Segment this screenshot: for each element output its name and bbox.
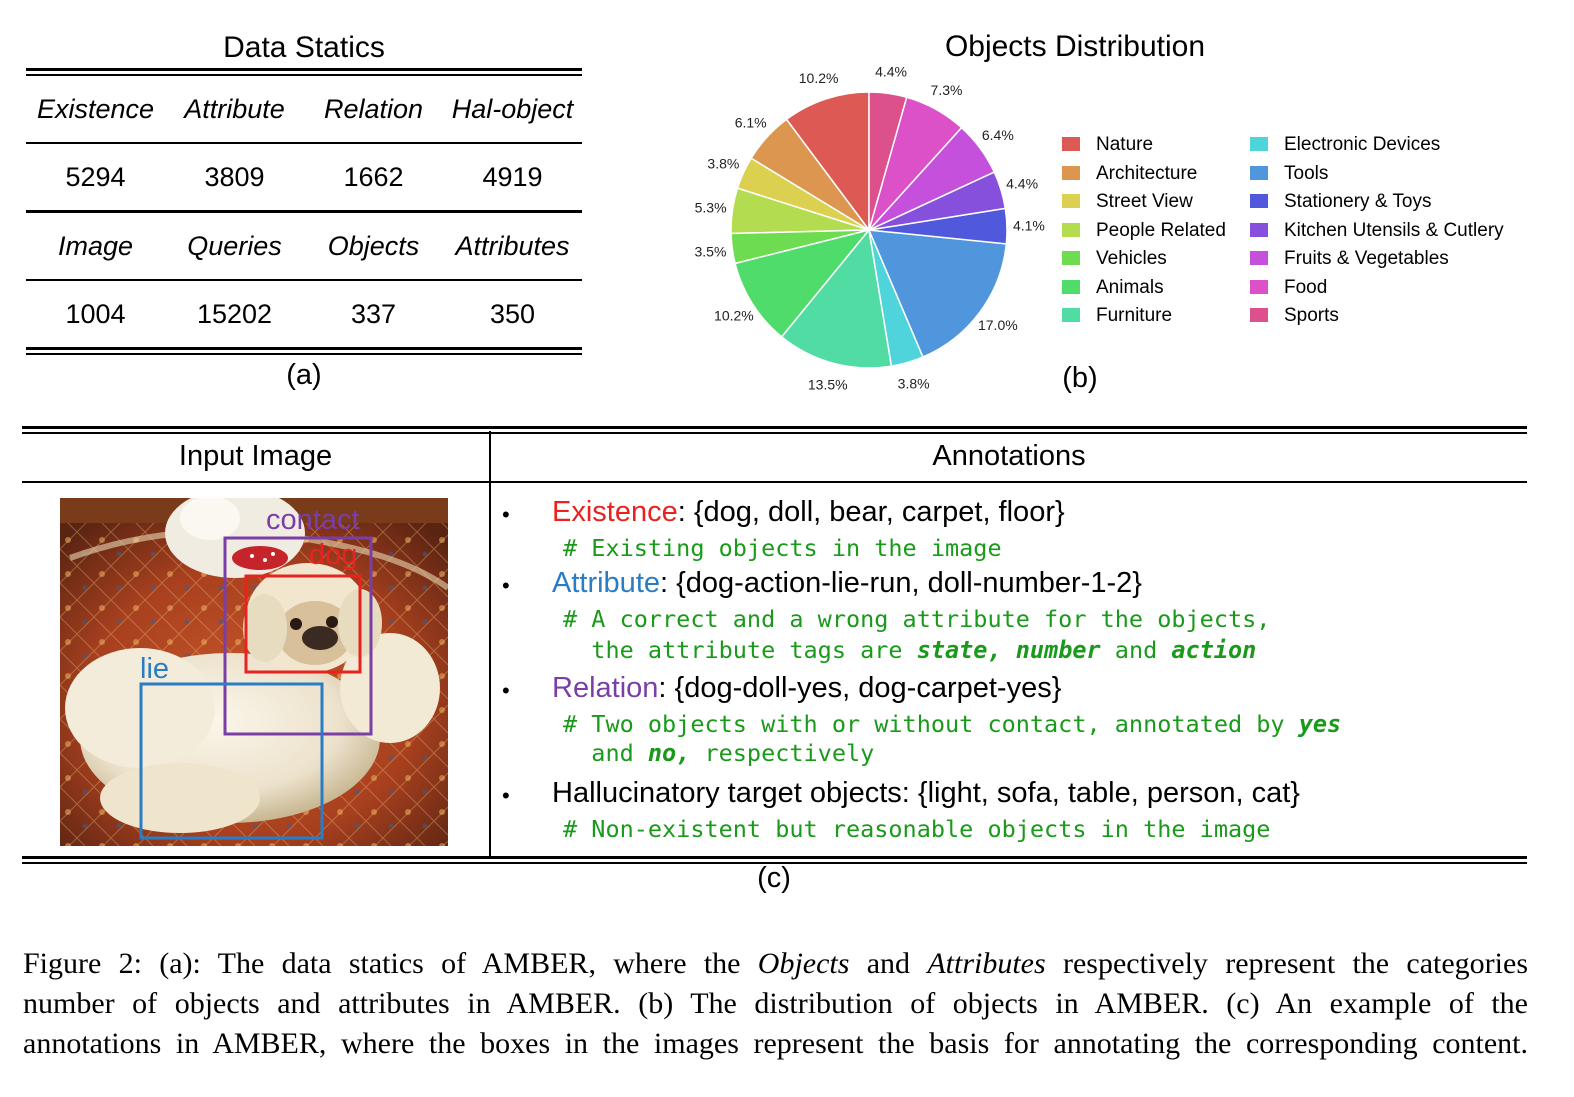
caption-italic: Objects	[757, 947, 850, 980]
legend-swatch	[1062, 308, 1080, 322]
caption-line-2: number of objects and attributes in AMBER. (b) The distribution of objects in AMBER. (c) An example of the	[23, 987, 1528, 1020]
relation-value: : {dog-doll-yes, dog-carpet-yes}	[658, 672, 1062, 704]
legend-swatch	[1250, 308, 1268, 322]
legend-label: Architecture	[1096, 162, 1198, 184]
caption-text: Figure 2: (a): The data statics of AMBER, where the	[23, 947, 758, 980]
legend-label: Fruits & Vegetables	[1284, 248, 1449, 269]
value-cell: 3809	[204, 161, 265, 192]
tag-yes: yes	[1298, 710, 1342, 738]
legend-item	[1062, 163, 1197, 185]
legend-swatch	[1250, 194, 1268, 208]
comment-text: and	[563, 739, 648, 767]
top-rule	[22, 426, 1527, 434]
bullet: •	[502, 573, 510, 598]
column-header-annotations: Annotations	[932, 440, 1086, 472]
top-rule	[26, 68, 582, 76]
dog-photo-illustration	[60, 498, 448, 846]
comment-text	[1002, 636, 1016, 664]
legend-swatch	[1062, 166, 1080, 180]
existence-line	[552, 496, 1065, 529]
legend-item	[1250, 248, 1449, 270]
pie-chart	[660, 60, 1060, 400]
comment-text: the attribute tags are	[563, 636, 917, 664]
header-row-1	[26, 76, 582, 142]
legend-item	[1062, 248, 1167, 270]
caption-line-3: annotations in AMBER, where the boxes in the images represent the basis for annotating the corresponding content.	[23, 1027, 1528, 1060]
value-cell: 4919	[482, 161, 543, 192]
attribute-comment-2	[563, 636, 1256, 664]
column-header-input-image: Input Image	[178, 440, 333, 472]
legend-label: Furniture	[1096, 305, 1173, 326]
tag-no: no,	[647, 739, 691, 767]
relation-comment-1	[563, 710, 1341, 738]
pie-slice-label: 4.4%	[875, 63, 908, 80]
legend-item	[1250, 163, 1328, 185]
legend-item	[1062, 134, 1153, 156]
legend-item	[1250, 134, 1440, 156]
input-image	[60, 498, 448, 846]
box-label-lie: lie	[140, 653, 170, 685]
relation-key: Relation	[552, 672, 659, 704]
value-cell: 5294	[65, 161, 126, 192]
value-cell: 1004	[65, 298, 126, 329]
existence-value: : {dog, doll, bear, carpet, floor}	[677, 496, 1065, 528]
caption-text: respectively represent the categories	[1045, 947, 1528, 980]
header-cell: Hal-object	[451, 93, 574, 124]
legend-item	[1250, 305, 1339, 327]
legend-swatch	[1062, 280, 1080, 294]
legend-label: Electronic Devices	[1284, 134, 1441, 155]
legend-swatch	[1250, 280, 1268, 294]
hallucination-comment: # Non-existent but reasonable objects in the image	[563, 815, 1271, 843]
header-cell: Queries	[187, 230, 282, 261]
pie-slice-label: 5.3%	[694, 199, 727, 216]
subfigure-label-c: (c)	[757, 862, 791, 894]
comment-text: respectively	[690, 739, 875, 767]
existence-comment: # Existing objects in the image	[563, 534, 1002, 562]
comment-text: and	[1100, 636, 1172, 664]
relation-comment-2	[563, 739, 874, 767]
legend-item	[1062, 305, 1172, 327]
pie-slice-label: 13.5%	[807, 376, 848, 393]
pie-slice-label: 4.4%	[1006, 175, 1039, 192]
legend-swatch	[1062, 251, 1080, 265]
subfigure-label-a: (a)	[286, 359, 322, 391]
data-statics-table	[26, 28, 582, 392]
attribute-comment-1: # A correct and a wrong attribute for the objects,	[563, 605, 1271, 633]
legend-label: Vehicles	[1096, 248, 1167, 269]
caption-italic: Attributes	[927, 947, 1046, 980]
legend-label: Sports	[1284, 305, 1339, 326]
legend-label: People Related	[1096, 219, 1226, 241]
header-cell: Existence	[36, 93, 155, 124]
attribute-key: Attribute	[552, 567, 660, 599]
bullet: •	[502, 502, 510, 527]
pie-slice-label: 3.5%	[694, 243, 727, 260]
pie-legend	[1062, 134, 1532, 334]
pie-slice-label: 3.8%	[897, 375, 930, 392]
header-cell: Attribute	[184, 93, 285, 124]
bullet: •	[502, 678, 510, 703]
table-title: Data Statics	[223, 31, 385, 64]
legend-item	[1062, 277, 1164, 299]
pie-slice-label: 10.2%	[798, 70, 839, 87]
legend-item	[1062, 220, 1226, 242]
attribute-line	[552, 567, 1142, 600]
header-row-2	[26, 213, 582, 279]
legend-item	[1250, 191, 1432, 213]
tag-state: state,	[916, 636, 1002, 664]
column-divider	[489, 431, 491, 859]
value-cell: 1662	[343, 161, 404, 192]
value-cell: 350	[489, 298, 536, 329]
value-cell: 337	[350, 298, 397, 329]
pie-chart-title: Objects Distribution	[944, 30, 1206, 63]
annotation-table	[22, 426, 1527, 864]
legend-label: Stationery & Toys	[1284, 191, 1432, 212]
subfigure-label-b: (b)	[1062, 362, 1098, 394]
legend-label: Tools	[1284, 162, 1329, 184]
hallucination-line: Hallucinatory target objects: {light, sofa, table, person, cat}	[552, 777, 1300, 809]
legend-swatch	[1250, 251, 1268, 265]
legend-label: Street View	[1096, 191, 1193, 212]
box-label-dog: dog	[309, 539, 358, 571]
header-cell: Image	[57, 230, 134, 261]
legend-item	[1250, 277, 1327, 299]
legend-swatch	[1062, 194, 1080, 208]
value-row-2	[26, 281, 582, 347]
pie-slice-label: 10.2%	[714, 307, 754, 324]
tag-number: number	[1015, 636, 1101, 664]
legend-item	[1062, 191, 1193, 213]
header-rule	[22, 481, 1527, 483]
caption-line-1	[23, 944, 1528, 984]
legend-swatch	[1250, 223, 1268, 237]
pie-slice-label: 6.4%	[981, 127, 1014, 144]
bullet: •	[502, 783, 510, 808]
legend-item	[1250, 220, 1504, 242]
legend-swatch	[1250, 166, 1268, 180]
header-cell: Attributes	[455, 230, 570, 261]
attribute-value: : {dog-action-lie-run, doll-number-1-2}	[660, 567, 1142, 599]
pie-slice-label: 7.3%	[930, 82, 963, 99]
existence-key: Existence	[552, 496, 678, 528]
pie-slice-label: 6.1%	[734, 114, 767, 131]
legend-swatch	[1062, 137, 1080, 151]
comment-text: # Two objects with or without contact, annotated by	[563, 710, 1299, 738]
legend-label: Kitchen Utensils & Cutlery	[1284, 219, 1504, 241]
legend-label: Animals	[1096, 276, 1164, 298]
header-cell: Relation	[323, 93, 424, 124]
figure-caption	[23, 944, 1528, 1064]
legend-label: Nature	[1096, 134, 1154, 155]
legend-label: Food	[1284, 276, 1328, 298]
tag-action: action	[1171, 636, 1257, 664]
legend-swatch	[1250, 137, 1268, 151]
pie-slice-label: 4.1%	[1012, 217, 1045, 234]
bottom-rule	[26, 347, 582, 355]
value-cell: 15202	[196, 298, 273, 329]
value-row-1	[26, 144, 582, 210]
legend-swatch	[1062, 223, 1080, 237]
relation-line	[552, 672, 1061, 705]
pie-slice-label: 17.0%	[977, 316, 1018, 333]
caption-text: and	[849, 947, 928, 980]
box-label-contact: contact	[266, 504, 360, 536]
pie-slice-label: 3.8%	[707, 155, 740, 172]
header-cell: Objects	[327, 230, 420, 261]
